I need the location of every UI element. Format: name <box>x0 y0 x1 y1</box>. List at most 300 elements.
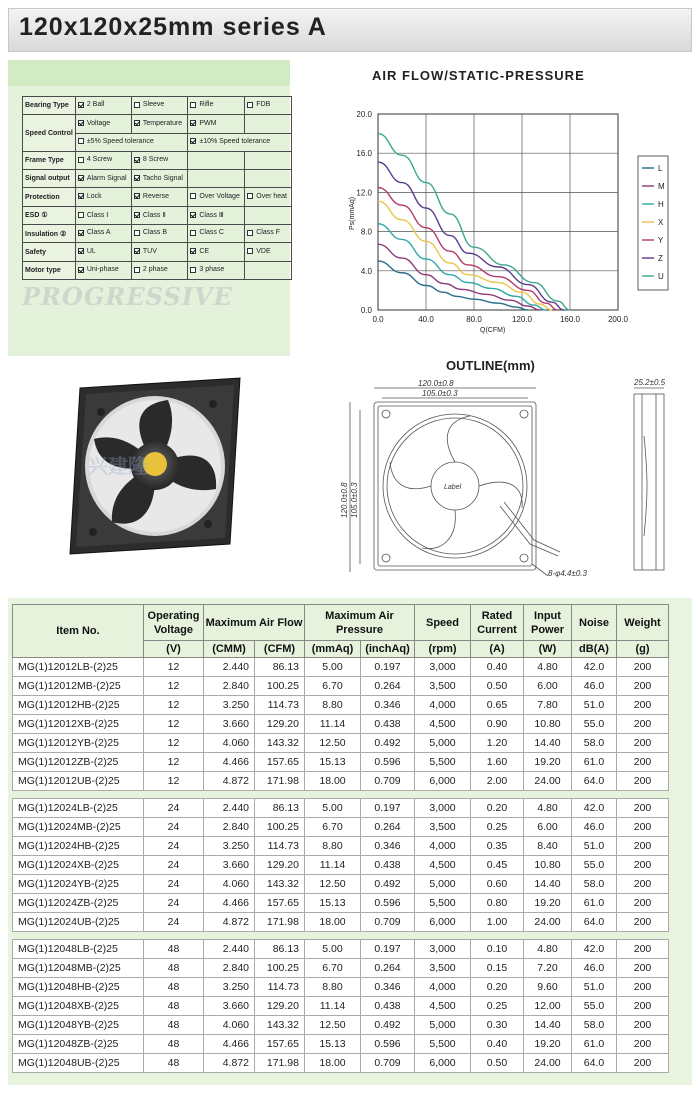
spec-cell <box>188 151 245 169</box>
spec-data-section <box>8 598 692 1085</box>
table-cell: 48 <box>144 978 204 997</box>
checkbox-checked-icon <box>134 157 140 163</box>
checkbox-empty-icon <box>134 267 140 273</box>
legend-label: H <box>658 200 664 209</box>
table-cell: 0.492 <box>361 734 415 753</box>
table-cell: 0.264 <box>361 677 415 696</box>
dim-hole-label: 105.0±0.3 <box>422 389 458 398</box>
spec-cell <box>131 243 187 261</box>
spec-option <box>78 101 105 108</box>
table-cell: 0.596 <box>361 894 415 913</box>
table-cell: 0.30 <box>471 1016 524 1035</box>
table-cell: 64.0 <box>572 772 617 791</box>
table-cell: 24.00 <box>524 913 572 932</box>
spec-row <box>23 243 292 261</box>
table-cell: 200 <box>617 772 669 791</box>
spec-option <box>247 229 280 236</box>
table-cell: 4,000 <box>415 978 471 997</box>
table-cell: 3,500 <box>415 677 471 696</box>
table-cell: 55.0 <box>572 997 617 1016</box>
table-cell: 5.00 <box>305 940 361 959</box>
group-spacer-cell <box>13 932 669 940</box>
spec-cell <box>245 261 292 279</box>
table-cell: 200 <box>617 658 669 677</box>
table-cell: 1.20 <box>471 734 524 753</box>
table-row <box>13 1054 669 1073</box>
spec-option-text: Class Ⅱ <box>142 211 166 219</box>
y-axis-label: Ps(mmAq) <box>349 196 356 230</box>
brand-watermark: 兴建隆 <box>88 454 148 478</box>
model-cell: MG(1)12048ZB-(2)25 <box>13 1035 144 1054</box>
table-cell: 46.0 <box>572 677 617 696</box>
spec-option <box>134 229 167 236</box>
table-cell: 3,500 <box>415 818 471 837</box>
table-cell: 100.25 <box>255 818 305 837</box>
model-cell: MG(1)12012XB-(2)25 <box>13 715 144 734</box>
table-row <box>13 837 669 856</box>
table-cell: 200 <box>617 753 669 772</box>
spec-row <box>23 225 292 243</box>
legend-label: M <box>658 182 665 191</box>
table-cell: 18.00 <box>305 1054 361 1073</box>
table-cell: 0.20 <box>471 799 524 818</box>
chart-title: AIR FLOW/STATIC-PRESSURE <box>372 68 585 83</box>
table-cell: 24 <box>144 837 204 856</box>
table-cell: 4.060 <box>204 1016 255 1035</box>
table-cell: 58.0 <box>572 734 617 753</box>
table-cell: 0.346 <box>361 696 415 715</box>
table-cell: 15.13 <box>305 1035 361 1054</box>
table-row <box>13 894 669 913</box>
table-cell: 4,500 <box>415 856 471 875</box>
table-cell: 1.60 <box>471 753 524 772</box>
table-row <box>13 772 669 791</box>
table-cell: 4.80 <box>524 658 572 677</box>
table-cell: 4,500 <box>415 715 471 734</box>
table-cell: 200 <box>617 1054 669 1073</box>
spec-option-text: VDE <box>256 247 271 255</box>
spec-row <box>23 188 292 206</box>
table-cell: 4.872 <box>204 913 255 932</box>
spec-cell <box>245 206 292 224</box>
table-row <box>13 818 669 837</box>
table-cell: 114.73 <box>255 837 305 856</box>
table-cell: 200 <box>617 978 669 997</box>
table-cell: 12 <box>144 753 204 772</box>
checkbox-empty-icon <box>247 193 253 199</box>
spec-row <box>23 261 292 279</box>
table-row <box>13 658 669 677</box>
spec-option-text: ±10% Speed tolerance <box>199 137 271 145</box>
checkbox-checked-icon <box>134 248 140 254</box>
column-header: Speed <box>415 605 471 641</box>
spec-option <box>134 175 183 182</box>
spec-cell <box>75 115 131 133</box>
table-cell: 4,000 <box>415 696 471 715</box>
table-cell: 11.14 <box>305 856 361 875</box>
table-cell: 157.65 <box>255 753 305 772</box>
table-cell: 7.80 <box>524 696 572 715</box>
table-cell: 114.73 <box>255 696 305 715</box>
spec-cell <box>188 170 245 188</box>
checkbox-checked-icon <box>78 102 84 108</box>
table-cell: 0.438 <box>361 856 415 875</box>
table-cell: 15.13 <box>305 753 361 772</box>
column-header: Operating Voltage <box>144 605 204 641</box>
table-cell: 3,000 <box>415 940 471 959</box>
table-cell: 48 <box>144 1016 204 1035</box>
checkbox-empty-icon <box>247 248 253 254</box>
table-cell: 8.80 <box>305 837 361 856</box>
spec-option-text: 2 phase <box>142 266 168 274</box>
table-cell: 200 <box>617 1035 669 1054</box>
outline-drawing <box>330 376 690 586</box>
spec-option <box>247 248 270 255</box>
table-cell: 0.45 <box>471 856 524 875</box>
spec-option-text: Class F <box>256 229 280 237</box>
spec-option-text: Class C <box>199 229 224 237</box>
table-cell: 8.40 <box>524 837 572 856</box>
table-cell: 42.0 <box>572 799 617 818</box>
table-cell: 58.0 <box>572 1016 617 1035</box>
column-header: Rated Current <box>471 605 524 641</box>
spec-cell <box>131 170 187 188</box>
model-cell: MG(1)12048XB-(2)25 <box>13 997 144 1016</box>
x-tick-label: 160.0 <box>559 315 581 324</box>
table-cell: 0.197 <box>361 940 415 959</box>
legend-label: Y <box>658 236 664 245</box>
spec-label: Insulation ② <box>23 225 76 243</box>
checkbox-checked-icon <box>190 248 196 254</box>
spec-label: Signal output <box>23 170 76 188</box>
spec-row <box>23 97 292 115</box>
spec-option-text: Lock <box>86 192 102 200</box>
table-cell: 0.60 <box>471 875 524 894</box>
spec-option-text: Temperature <box>142 119 183 127</box>
table-cell: 0.10 <box>471 940 524 959</box>
x-tick-label: 0.0 <box>372 315 384 324</box>
column-unit: (CFM) <box>255 641 305 658</box>
table-cell: 200 <box>617 913 669 932</box>
table-cell: 18.00 <box>305 913 361 932</box>
table-cell: 1.00 <box>471 913 524 932</box>
table-cell: 0.709 <box>361 772 415 791</box>
table-cell: 0.596 <box>361 1035 415 1054</box>
table-cell: 0.90 <box>471 715 524 734</box>
table-row <box>13 677 669 696</box>
airflow-pressure-chart <box>330 96 670 346</box>
column-unit: (inchAq) <box>361 641 415 658</box>
table-cell: 0.492 <box>361 875 415 894</box>
table-cell: 48 <box>144 1054 204 1073</box>
table-cell: 86.13 <box>255 658 305 677</box>
spec-cell <box>75 206 131 224</box>
checkbox-empty-icon <box>190 193 196 199</box>
spec-option-text: Over Voltage <box>199 192 240 200</box>
table-cell: 129.20 <box>255 715 305 734</box>
model-cell: MG(1)12048LB-(2)25 <box>13 940 144 959</box>
y-tick-label: 20.0 <box>356 110 372 119</box>
table-cell: 0.20 <box>471 978 524 997</box>
table-cell: 61.0 <box>572 894 617 913</box>
spec-cell <box>245 188 292 206</box>
table-cell: 4.466 <box>204 753 255 772</box>
table-cell: 4.872 <box>204 772 255 791</box>
table-cell: 24 <box>144 913 204 932</box>
y-tick-label: 16.0 <box>356 149 372 159</box>
checkbox-checked-icon <box>190 138 196 144</box>
outline-title: OUTLINE(mm) <box>446 358 535 373</box>
spec-cell <box>188 97 245 115</box>
table-cell: 0.35 <box>471 837 524 856</box>
table-cell: 12 <box>144 658 204 677</box>
table-cell: 18.00 <box>305 772 361 791</box>
table-row <box>13 753 669 772</box>
checkbox-empty-icon <box>78 212 84 218</box>
column-unit: (CMM) <box>204 641 255 658</box>
spec-option <box>134 266 168 273</box>
table-row <box>13 913 669 932</box>
table-cell: 51.0 <box>572 837 617 856</box>
legend-label: L <box>658 164 663 173</box>
column-unit: dB(A) <box>572 641 617 658</box>
table-cell: 24 <box>144 875 204 894</box>
model-cell: MG(1)12024ZB-(2)25 <box>13 894 144 913</box>
table-cell: 5,000 <box>415 875 471 894</box>
model-cell: MG(1)12048HB-(2)25 <box>13 978 144 997</box>
checkbox-checked-icon <box>78 175 84 181</box>
spec-option <box>247 193 287 200</box>
table-cell: 200 <box>617 715 669 734</box>
table-cell: 0.197 <box>361 658 415 677</box>
table-row <box>13 715 669 734</box>
table-cell: 24.00 <box>524 1054 572 1073</box>
model-cell: MG(1)12012MB-(2)25 <box>13 677 144 696</box>
table-cell: 129.20 <box>255 997 305 1016</box>
table-cell: 12.50 <box>305 1016 361 1035</box>
table-cell: 3,500 <box>415 959 471 978</box>
spec-label: Frame Type <box>23 151 76 169</box>
table-cell: 6.00 <box>524 677 572 696</box>
table-cell: 12.00 <box>524 997 572 1016</box>
spec-cell <box>131 115 187 133</box>
spec-option-text: FDB <box>256 101 271 109</box>
table-cell: 3,000 <box>415 658 471 677</box>
checkbox-empty-icon <box>190 230 196 236</box>
fan-label-text: Label <box>444 484 462 491</box>
table-cell: 100.25 <box>255 959 305 978</box>
table-cell: 7.20 <box>524 959 572 978</box>
table-cell: 4.060 <box>204 734 255 753</box>
table-row <box>13 875 669 894</box>
table-cell: 15.13 <box>305 894 361 913</box>
table-cell: 3.250 <box>204 696 255 715</box>
table-cell: 3.660 <box>204 856 255 875</box>
table-cell: 61.0 <box>572 1035 617 1054</box>
table-cell: 14.40 <box>524 875 572 894</box>
table-cell: 0.40 <box>471 658 524 677</box>
y-tick-label: 12.0 <box>356 188 372 198</box>
table-cell: 4,500 <box>415 997 471 1016</box>
table-cell: 55.0 <box>572 715 617 734</box>
model-cell: MG(1)12012HB-(2)25 <box>13 696 144 715</box>
table-cell: 11.14 <box>305 997 361 1016</box>
table-cell: 4.80 <box>524 940 572 959</box>
spec-option <box>78 156 112 163</box>
spec-option <box>78 120 110 127</box>
spec-row <box>23 115 292 133</box>
spec-cell <box>75 97 131 115</box>
table-cell: 100.25 <box>255 677 305 696</box>
spec-option <box>134 120 182 127</box>
spec-cell <box>75 133 188 151</box>
spec-cell <box>245 225 292 243</box>
spec-option <box>78 193 102 200</box>
page-title: 120x120x25mm series A <box>19 13 327 41</box>
spec-option <box>190 120 216 127</box>
table-cell: 12 <box>144 696 204 715</box>
model-cell: MG(1)12024YB-(2)25 <box>13 875 144 894</box>
checkbox-checked-icon <box>78 267 84 273</box>
spec-cell <box>188 206 245 224</box>
table-cell: 3.660 <box>204 715 255 734</box>
table-cell: 114.73 <box>255 978 305 997</box>
checkbox-checked-icon <box>134 175 140 181</box>
spec-option-text: Rifle <box>199 101 214 109</box>
fan-photo <box>8 364 290 586</box>
table-cell: 157.65 <box>255 1035 305 1054</box>
spec-cell <box>131 206 187 224</box>
table-cell: 48 <box>144 959 204 978</box>
table-cell: 86.13 <box>255 799 305 818</box>
spec-option-text: ±5% Speed tolerance <box>86 137 154 145</box>
spec-option <box>78 211 109 219</box>
spec-option <box>78 175 127 182</box>
x-tick-label: 200.0 <box>607 315 629 324</box>
legend-label: Z <box>658 254 663 263</box>
column-unit: (g) <box>617 641 669 658</box>
spec-option <box>190 248 209 255</box>
column-unit: (A) <box>471 641 524 658</box>
spec-option-text: Voltage <box>86 119 111 127</box>
spec-cell <box>188 243 245 261</box>
model-cell: MG(1)12012UB-(2)25 <box>13 772 144 791</box>
checkbox-empty-icon <box>190 267 196 273</box>
table-cell: 200 <box>617 818 669 837</box>
spec-option <box>78 266 119 273</box>
table-cell: 14.40 <box>524 734 572 753</box>
checkbox-checked-icon <box>78 230 84 236</box>
checkbox-empty-icon <box>247 230 253 236</box>
table-cell: 0.438 <box>361 997 415 1016</box>
checkbox-checked-icon <box>78 120 84 126</box>
model-cell: MG(1)12024LB-(2)25 <box>13 799 144 818</box>
spec-table <box>22 96 292 280</box>
table-cell: 0.15 <box>471 959 524 978</box>
table-row <box>13 959 669 978</box>
spec-option-text: Over heat <box>256 192 287 200</box>
table-cell: 42.0 <box>572 940 617 959</box>
table-cell: 5,000 <box>415 1016 471 1035</box>
table-cell: 143.32 <box>255 875 305 894</box>
fan-image <box>8 364 290 586</box>
spec-cell <box>188 115 245 133</box>
plot-area <box>378 114 618 310</box>
spec-panel <box>8 60 290 356</box>
legend-label: U <box>658 272 664 281</box>
table-cell: 48 <box>144 1035 204 1054</box>
table-cell: 14.40 <box>524 1016 572 1035</box>
model-cell: MG(1)12024XB-(2)25 <box>13 856 144 875</box>
spec-option <box>190 101 213 108</box>
table-row <box>13 734 669 753</box>
spec-label: Protection <box>23 188 76 206</box>
spec-cell <box>245 243 292 261</box>
spec-option-text: UL <box>86 247 96 255</box>
spec-cell <box>188 133 292 151</box>
dim-width-label: 120.0±0.8 <box>418 379 454 388</box>
spec-option-text: PWM <box>199 119 217 127</box>
model-cell: MG(1)12024MB-(2)25 <box>13 818 144 837</box>
table-cell: 12 <box>144 677 204 696</box>
table-cell: 6,000 <box>415 1054 471 1073</box>
column-unit: (V) <box>144 641 204 658</box>
table-cell: 200 <box>617 799 669 818</box>
model-cell: MG(1)12048YB-(2)25 <box>13 1016 144 1035</box>
table-cell: 8.80 <box>305 978 361 997</box>
table-cell: 200 <box>617 959 669 978</box>
table-cell: 48 <box>144 997 204 1016</box>
table-row <box>13 1016 669 1035</box>
spec-cell <box>131 225 187 243</box>
spec-cell <box>245 115 292 133</box>
table-cell: 42.0 <box>572 658 617 677</box>
spec-option-text: 3 phase <box>199 266 225 274</box>
spec-cell <box>75 243 131 261</box>
table-cell: 12.50 <box>305 875 361 894</box>
y-tick-label: 8.0 <box>360 227 372 237</box>
table-cell: 9.60 <box>524 978 572 997</box>
title-bar <box>8 8 692 52</box>
spec-option-text: Uni-phase <box>86 266 119 274</box>
spec-cell <box>75 151 131 169</box>
spec-label: Motor type <box>23 261 76 279</box>
spec-cell <box>131 188 187 206</box>
spec-option-text: Alarm Signal <box>86 174 127 182</box>
table-cell: 19.20 <box>524 753 572 772</box>
x-tick-label: 120.0 <box>511 315 533 324</box>
spec-cell <box>188 188 245 206</box>
spec-option-text: Class B <box>142 229 168 237</box>
table-cell: 5,500 <box>415 753 471 772</box>
column-header: Weight <box>617 605 669 641</box>
table-cell: 143.32 <box>255 734 305 753</box>
table-cell: 5,500 <box>415 894 471 913</box>
checkbox-checked-icon <box>78 193 84 199</box>
table-cell: 4,000 <box>415 837 471 856</box>
table-row <box>13 978 669 997</box>
table-cell: 64.0 <box>572 1054 617 1073</box>
table-cell: 86.13 <box>255 940 305 959</box>
table-cell: 4.466 <box>204 1035 255 1054</box>
checkbox-checked-icon <box>134 193 140 199</box>
table-cell: 0.264 <box>361 818 415 837</box>
model-spec-table <box>12 604 669 1073</box>
spec-label: Bearing Type <box>23 97 76 115</box>
table-row <box>13 799 669 818</box>
spec-row <box>23 151 292 169</box>
spec-cell <box>188 261 245 279</box>
